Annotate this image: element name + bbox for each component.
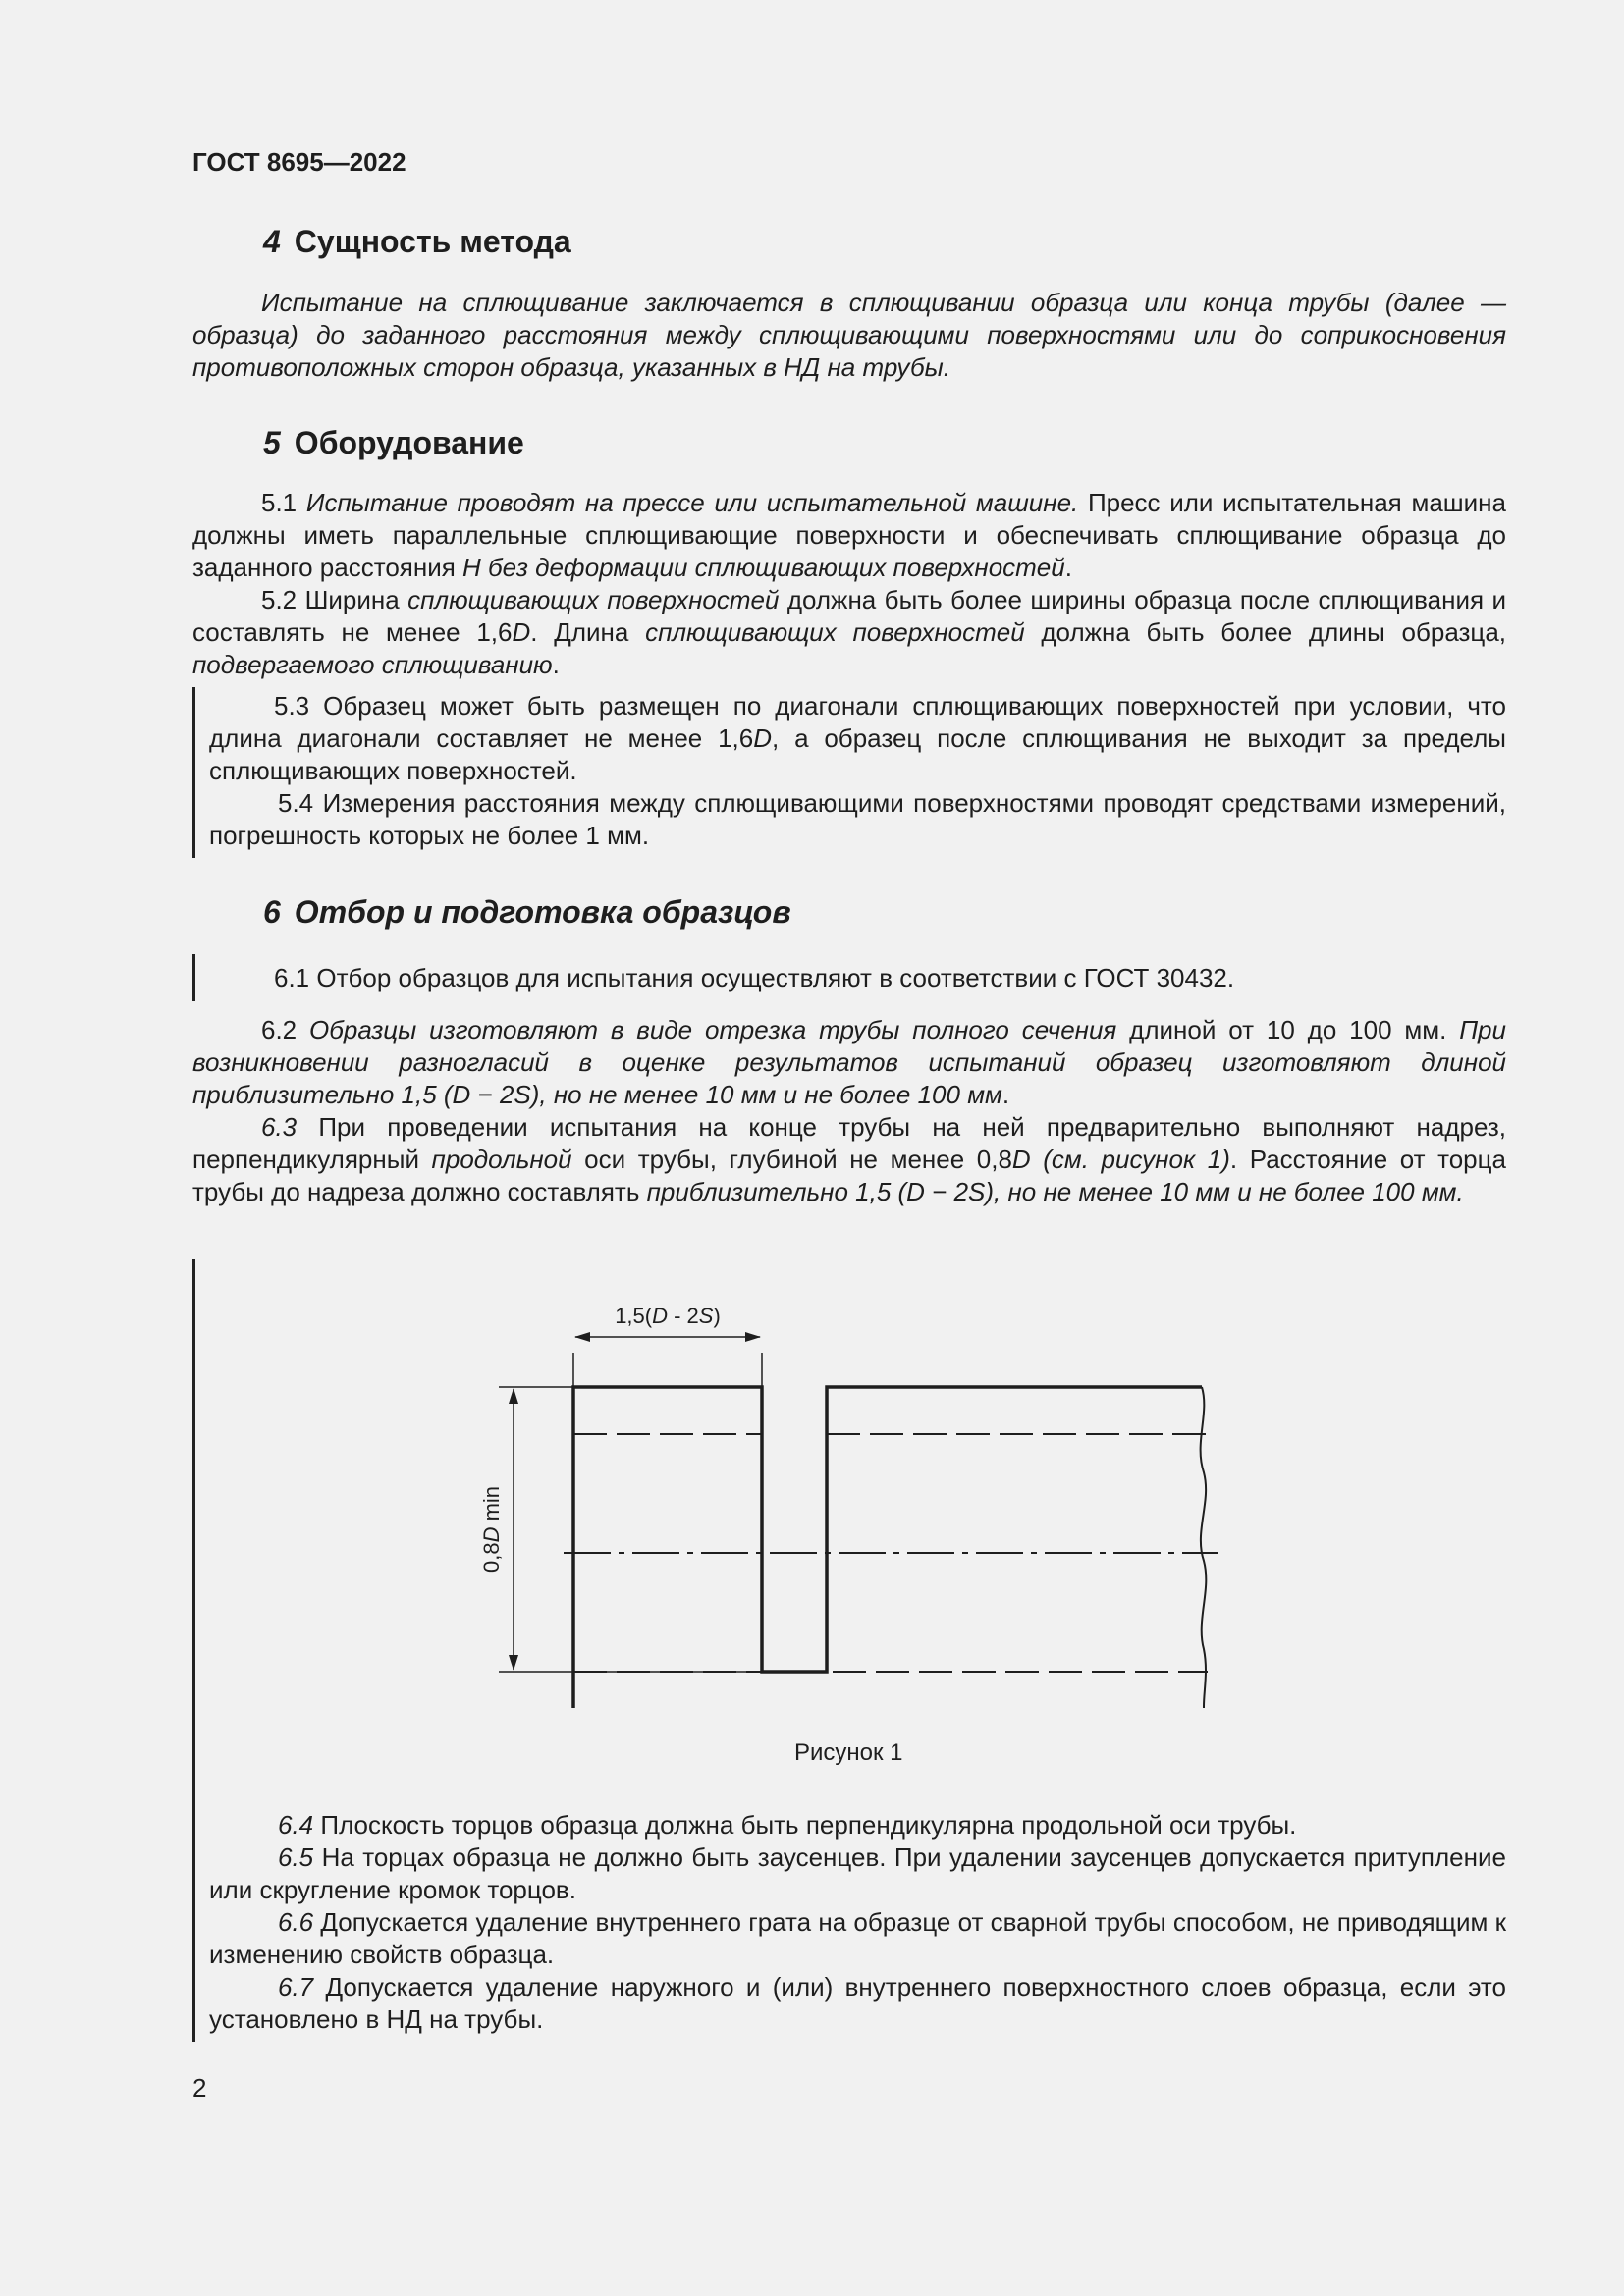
section-4-text: Испытание на сплющивание заключается в сплющивании образца или конца трубы (далее — образца) до заданного расстояния между сплющивающими поверхностями или до соприкосновения противоположных сторон образца, указанных в НД на трубы. xyxy=(192,288,1506,382)
paragraph-5-4: 5.4 Измерения расстояния между сплющивающими поверхностями проводят средствами измерений, погрешность которых не более 1 мм. xyxy=(209,788,1506,850)
revision-bar xyxy=(192,687,195,858)
paragraph-6-1: 6.1 Отбор образцов для испытания осуществляют в соответствии с ГОСТ 30432. xyxy=(274,963,1235,992)
paragraph-6-5: 6.5 На торцах образца не должно быть заусенцев. При удалении заусенцев допускается притупление или скругление кромок торцов. xyxy=(209,1842,1506,1904)
arrowhead xyxy=(509,1655,518,1671)
paragraph-5-2: 5.2 Ширина сплющивающих поверхностей должна быть более ширины образца после сплющивания и составлять не менее 1,6D. Длина сплющивающих поверхностей должна быть более длины образца, подвергаемого сплющиванию. xyxy=(192,585,1507,679)
arrowhead xyxy=(509,1388,518,1404)
section-4-heading: 4 Сущность метода xyxy=(263,224,571,259)
paragraph-6-4: 6.4 Плоскость торцов образца должна быть перпендикулярна продольной оси трубы. xyxy=(278,1810,1297,1840)
revision-bar xyxy=(192,1259,195,2042)
arrowhead xyxy=(745,1332,761,1342)
paragraph-6-2: 6.2 Образцы изготовляют в виде отрезка трубы полного сечения длиной от 10 до 100 мм. При возникновении разногласий в оценке результатов испытаний образец изготовляют длиной приблизительно 1,5 (D − 2S), но не менее 10 мм и не более 100 мм. xyxy=(192,1015,1506,1109)
paragraph-6-6: 6.6 Допускается удаление внутреннего грата на образце от сварной трубы способом, не приводящим к изменению свойств образца. xyxy=(209,1907,1506,1969)
pipe-break-line xyxy=(1201,1387,1207,1708)
paragraph-5-1: 5.1 Испытание проводят на прессе или испытательной машине. Пресс или испытательная машина должны иметь параллельные сплющивающие поверхности и обеспечивать сплющивание образца до заданного расстояния H без деформации сплющивающих поверхностей. xyxy=(192,488,1506,582)
dimension-label-top: 1,5(D - 2S) xyxy=(615,1304,721,1328)
figure-caption: Рисунок 1 xyxy=(794,1739,903,1766)
section-5-heading: 5 Оборудование xyxy=(263,425,524,460)
paragraph-6-3: 6.3 При проведении испытания на конце трубы на ней предварительно выполняют надрез, перпендикулярный продольной оси трубы, глубиной не менее 0,8D (см. рисунок 1). Расстояние от торца трубы до надреза должно составлять приблизительно 1,5 (D − 2S), но не менее 10 мм и не более 100 мм. xyxy=(192,1112,1506,1206)
paragraph-5-3: 5.3 Образец может быть размещен по диагонали сплющивающих поверхностей при условии, что длина диагонали составляет не менее 1,6D, а образец после сплющивания не выходит за пределы сплющивающих поверхностей. xyxy=(209,691,1506,785)
figure-1-drawing xyxy=(461,1296,1247,1708)
revision-bar xyxy=(192,954,195,1001)
pipe-left-segment xyxy=(573,1387,1202,1708)
dimension-label-side: 0,8D min xyxy=(479,1485,504,1574)
arrowhead xyxy=(574,1332,590,1342)
paragraph-6-7: 6.7 Допускается удаление наружного и (или) внутреннего поверхностного слоев образца, если это установлено в НД на трубы. xyxy=(209,1972,1506,2034)
page-number: 2 xyxy=(192,2073,207,2103)
document-header: ГОСТ 8695—2022 xyxy=(192,147,406,177)
section-6-heading: 6 Отбор и подготовка образцов xyxy=(263,894,791,930)
